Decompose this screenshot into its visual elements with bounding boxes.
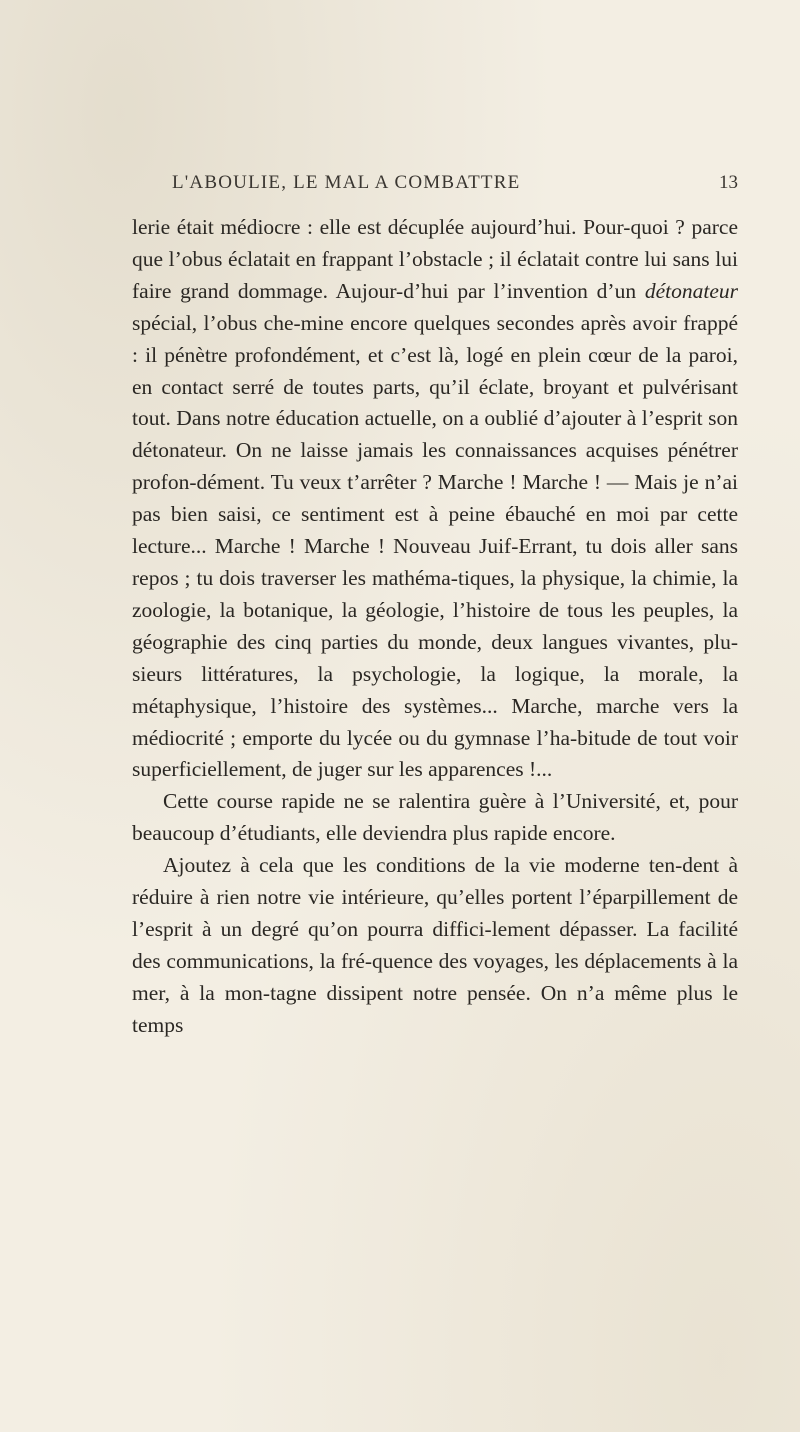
paragraph-3: Ajoutez à cela que les conditions de la vie moderne ten-dent à réduire à rien notre vie intérieure, qu’elles portent l’éparpillement de l’esprit à un degré qu’on pourra diffici-lement dépasser. La facilité des communications, la fré-quence des voyages, les déplacements à la mer, à la mon-tagne dissipent notre pensée. On n’a même plus le temps	[132, 853, 738, 1037]
emphasis-detonateur: détonateur	[644, 278, 738, 303]
page-number: 13	[719, 172, 738, 193]
paragraph-1	[132, 212, 738, 786]
page-header	[172, 172, 738, 202]
body-text	[132, 212, 738, 1042]
paragraph-1-text-after: spécial, l’obus che-mine encore quelques secondes après avoir frappé : il pénètre profondément, et c’est là, logé en plein cœur de la paroi, en contact serré de toutes parts, qu’il éclate, broyant et pulvérisant tout. Dans notre éducation actuelle, on a oublié d’ajouter à l’esprit son détonateur. On ne laisse jamais les connaissances acquises pénétrer profon-dément. Tu veux t’arrêter ? Marche ! Marche ! — Mais je n’ai pas bien saisi, ce sentiment est à peine ébauché en moi par cette lecture... Marche ! Marche ! Nouveau Juif-Errant, tu dois aller sans repos ; tu dois traverser les mathéma-tiques, la physique, la chimie, la zoologie, la botanique, la géologie, l’histoire de tous les peuples, la géographie des cinq parties du monde, deux langues vivantes, plu-sieurs littératures, la psychologie, la logique, la morale, la métaphysique, l’histoire des systèmes... Marche, marche vers la médiocrité ; emporte du lycée ou du gymnase l’ha-bitude de tout voir superficiellement, de juger sur les apparences !...	[132, 310, 738, 782]
paragraph-2: Cette course rapide ne se ralentira guère à l’Université, et, pour beaucoup d’étudiants, elle deviendra plus rapide encore.	[132, 789, 738, 846]
running-head: L'ABOULIE, LE MAL A COMBATTRE	[172, 172, 521, 193]
paragraph-1-text-before: lerie était médiocre : elle est décuplée aujourd’hui. Pour-quoi ? parce que l’obus éclatait en frappant l’obstacle ; il éclatait contre lui sans lui faire grand dommage. Aujour-d’hui par l’invention d’un	[132, 215, 738, 303]
